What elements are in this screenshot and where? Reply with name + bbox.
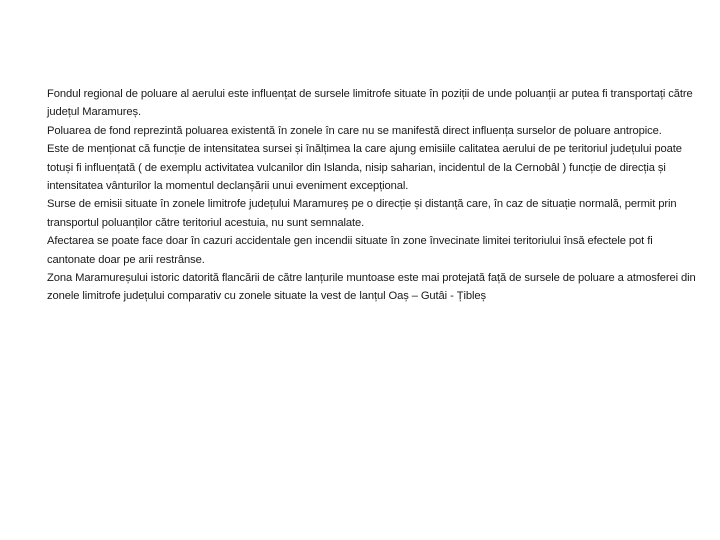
paragraph-historic-maramures: Zona Maramureșului istoric datorită flancării de către lanțurile muntoase este mai protejată față de sursele de poluare a atmosferei din zonele limitrofe județului comparativ cu zonele situate la vest de lanțul Oaș – Gutâi - Țibleș bbox=[47, 272, 696, 303]
paragraph-neighboring-sources: Surse de emisii situate în zonele limitrofe județului Maramureș pe o direcție și distanță care, în caz de situație normală, permit prin transportul poluanților către teritoriul acestuia, nu sunt semnalate. bbox=[47, 198, 677, 229]
paragraph-regional-background: Fondul regional de poluare al aerului este influențat de sursele limitrofe situate în poziții de unde poluanții ar putea fi transportați către județul Maramureș. bbox=[47, 88, 693, 119]
body-text bbox=[47, 85, 697, 306]
paragraph-source-intensity: Este de menționat că funcție de intensitatea sursei și înălțimea la care ajung emisiile calitatea aerului de pe teritoriul județului poate totuși fi influențată ( de exemplu activitatea vulcanilor din Islanda, nisip saharian, incidentul de la Cernobâl ) funcție de direcția și intensitatea vânturilor la momentul declanșării unui eveniment excepțional. bbox=[47, 143, 682, 193]
paragraph-background-pollution-definition: Poluarea de fond reprezintă poluarea existentă în zonele în care nu se manifestă direct influența surselor de poluare antropice. bbox=[47, 124, 662, 137]
paragraph-accidental-impact: Afectarea se poate face doar în cazuri accidentale gen incendii situate în zone învecinate limitei teritoriului însă efectele pot fi cantonate doar pe arii restrânse. bbox=[47, 235, 653, 266]
